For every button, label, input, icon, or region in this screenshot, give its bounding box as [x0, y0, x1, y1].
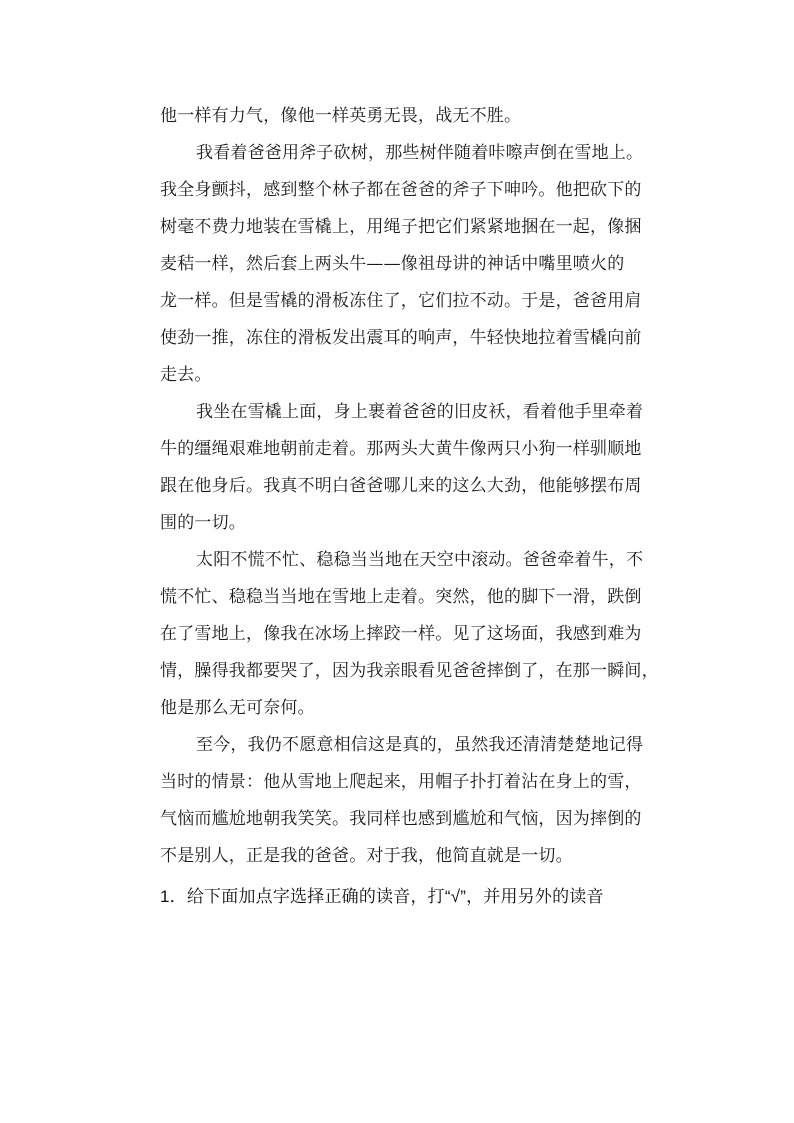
paragraph-5	[160, 727, 680, 875]
text-line: 围的一切。	[160, 513, 246, 533]
text-line: 气恼而尴尬地朝我笑笑。我同样也感到尴尬和气恼，因为摔倒的	[160, 809, 642, 829]
text-line: 当时的情景：他从雪地上爬起来，用帽子扑打着沾在身上的雪，	[160, 772, 642, 792]
text-line: 情，臊得我都要哭了，因为我亲眼看见爸爸摔倒了，在那一瞬间，	[160, 661, 659, 681]
paragraph-2	[160, 135, 680, 394]
text-line: 龙一样。但是雪橇的滑板冻住了，它们拉不动。于是，爸爸用肩	[160, 291, 642, 311]
text-line: 他是那么无可奈何。	[160, 698, 315, 718]
paragraph-4	[160, 542, 680, 727]
text-line: 我坐在雪橇上面，身上裹着爸爸的旧皮袄，看着他手里牵着	[196, 402, 644, 422]
article-body	[160, 98, 680, 915]
text-line: 跟在他身后。我真不明白爸爸哪儿来的这么大劲，他能够摆布周	[160, 476, 642, 496]
paragraph-3	[160, 394, 680, 542]
text-line: 不是别人，正是我的爸爸。对于我，他简直就是一切。	[160, 846, 573, 866]
text-line: 树毫不费力地装在雪橇上，用绳子把它们紧紧地捆在一起，像捆	[160, 217, 642, 237]
text-line: 走去。	[160, 365, 212, 385]
text-line: 慌不忙、稳稳当当地在雪地上走着。突然，他的脚下一滑，跌倒	[160, 587, 642, 607]
text-line: 太阳不慌不忙、稳稳当当地在天空中滚动。爸爸牵着牛，不	[196, 550, 644, 570]
text-line: 使劲一推，冻住的滑板发出震耳的响声，牛轻快地拉着雪橇向前	[160, 328, 642, 348]
text-line: 在了雪地上，像我在冰场上摔跤一样。见了这场面，我感到难为	[160, 624, 642, 644]
text-line: 他一样有力气，像他一样英勇无畏，战无不胜。	[160, 106, 522, 126]
text-line: 牛的缰绳艰难地朝前走着。那两头大黄牛像两只小狗一样驯顺地	[160, 439, 642, 459]
text-line: 我全身颤抖，感到整个林子都在爸爸的斧子下呻吟。他把砍下的	[160, 180, 642, 200]
question-1: 1．给下面加点字选择正确的读音，打“√”，并用另外的读音	[160, 887, 604, 906]
paragraph-1	[160, 98, 680, 135]
text-line: 至今，我仍不愿意相信这是真的，虽然我还清清楚楚地记得	[196, 735, 644, 755]
text-line: 我看着爸爸用斧子砍树，那些树伴随着咔嚓声倒在雪地上。	[196, 143, 644, 163]
text-line: 麦秸一样，然后套上两头牛——像祖母讲的神话中嘴里喷火的	[160, 254, 625, 274]
